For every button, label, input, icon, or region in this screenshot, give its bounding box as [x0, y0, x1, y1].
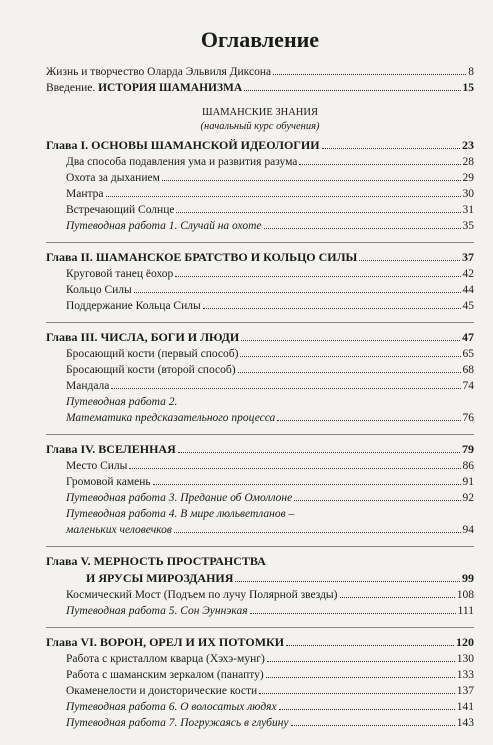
entry-page: 111	[457, 605, 474, 617]
dot-leader	[266, 667, 455, 678]
entry-page: 108	[456, 589, 474, 601]
entry-page: 92	[462, 492, 474, 504]
toc-entry[interactable]	[46, 410, 474, 426]
toc-entry[interactable]	[46, 474, 474, 490]
dot-leader	[176, 202, 460, 213]
toc-entry[interactable]	[46, 603, 474, 619]
entry-label: Громовой камень	[66, 476, 151, 488]
entry-label: Путеводная работа 7. Погружаясь в глубину	[66, 717, 289, 729]
dot-leader	[299, 154, 460, 165]
chapter-heading[interactable]	[46, 329, 474, 346]
toc-page	[46, 26, 474, 731]
entry-label: Встречающий Солнце	[66, 204, 175, 216]
entry-label: Место Силы	[66, 460, 128, 472]
dot-leader	[238, 362, 461, 373]
chapter-title: И ЯРУСЫ МИРОЗДАНИЯ	[86, 571, 234, 585]
dot-leader	[178, 442, 460, 453]
chapter-title: Глава III. ЧИСЛА, БОГИ И ЛЮДИ	[46, 330, 240, 344]
chapter-page: 79	[462, 442, 474, 456]
chapter-page: 23	[462, 138, 474, 152]
toc-entry[interactable]	[46, 298, 474, 314]
toc-entry[interactable]	[46, 667, 474, 683]
entry-label	[46, 80, 242, 96]
toc-entry[interactable]	[46, 64, 474, 80]
entry-label: Два способа подавления ума и развития разума	[66, 156, 298, 168]
entry-page: 76	[462, 412, 474, 424]
entry-label-prefix: Введение.	[46, 82, 99, 94]
entry-page: 44	[462, 284, 474, 296]
entry-page: 45	[462, 300, 474, 312]
entry-page: 15	[462, 82, 474, 94]
dot-leader	[340, 587, 455, 598]
dot-leader	[134, 282, 461, 293]
toc-entry[interactable]	[46, 282, 474, 298]
chapter-page: 47	[462, 330, 474, 344]
entry-page: 35	[462, 220, 474, 232]
dot-leader	[174, 522, 461, 533]
entry-label: Бросающий кости (первый способ)	[66, 348, 239, 360]
entry-label: Космический Мост (Подъем по лучу Полярной звезды)	[66, 589, 338, 601]
section-heading: ШАМАНСКИЕ ЗНАНИЯ	[202, 107, 318, 118]
divider	[46, 434, 474, 435]
dot-leader	[235, 571, 460, 582]
entry-page: 42	[462, 268, 474, 280]
dot-leader	[286, 635, 454, 646]
entry-label: Круговой танец ёохор	[66, 268, 174, 280]
dot-leader	[162, 170, 461, 181]
entry-page: 143	[456, 717, 474, 729]
entry-page: 29	[462, 172, 474, 184]
chapter-title: Глава I. ОСНОВЫ ШАМАНСКОЙ ИДЕОЛОГИИ	[46, 138, 320, 152]
chapter-heading[interactable]	[46, 634, 474, 651]
entry-page: 68	[462, 364, 474, 376]
entry-label: Жизнь и творчество Оларда Эльвиля Диксона	[46, 66, 272, 78]
toc-entry[interactable]	[46, 490, 474, 506]
entry-label-line1: Путеводная работа 4. В мире люльветланов –	[66, 508, 295, 520]
entry-label: Путеводная работа 3. Предание об Омоллоне	[66, 492, 293, 504]
chapter-page: 99	[462, 571, 474, 585]
entry-page: 74	[462, 380, 474, 392]
entry-label: Кольцо Силы	[66, 284, 132, 296]
dot-leader	[153, 474, 461, 485]
entry-page: 130	[456, 653, 474, 665]
divider	[46, 242, 474, 243]
toc-entry[interactable]	[46, 378, 474, 394]
dot-leader	[322, 138, 460, 149]
dot-leader	[259, 683, 455, 694]
toc-title: Оглавление	[200, 27, 320, 52]
entry-page: 65	[462, 348, 474, 360]
chapter-heading[interactable]	[46, 249, 474, 266]
dot-leader	[106, 186, 461, 197]
entry-label: Путеводная работа 5. Сон Эуннэкая	[66, 605, 248, 617]
dot-leader	[241, 330, 460, 341]
entry-page: 141	[456, 701, 474, 713]
entry-label-line1: Путеводная работа 2.	[66, 396, 178, 408]
toc-entry[interactable]	[46, 346, 474, 362]
toc-entry[interactable]	[46, 186, 474, 202]
entry-page: 31	[462, 204, 474, 216]
toc-entry[interactable]	[46, 683, 474, 699]
entry-page: 30	[462, 188, 474, 200]
dot-leader	[244, 80, 460, 91]
toc-entry[interactable]	[46, 266, 474, 282]
toc-entry[interactable]	[46, 651, 474, 667]
chapter-page: 37	[462, 250, 474, 264]
entry-label: Работа с шаманским зеркалом (панапту)	[66, 669, 264, 681]
toc-entry[interactable]	[46, 715, 474, 731]
chapter-title: Глава IV. ВСЕЛЕННАЯ	[46, 442, 176, 456]
entry-label: Путеводная работа 6. О волосатых людях	[66, 701, 277, 713]
entry-page: 94	[462, 524, 474, 536]
dot-leader	[129, 458, 460, 469]
entry-label: Мантра	[66, 188, 104, 200]
entry-label: маленьких человечков	[66, 524, 172, 536]
dot-leader	[111, 378, 460, 389]
section-note: (начальный курс обучения)	[200, 121, 320, 132]
entry-label: Путеводная работа 1. Случай на охоте	[66, 220, 262, 232]
chapter-heading[interactable]	[46, 441, 474, 458]
entry-page: 28	[462, 156, 474, 168]
chapter-title-line1: Глава V. МЕРНОСТЬ ПРОСТРАНСТВА	[46, 554, 266, 568]
entry-label: Бросающий кости (второй способ)	[66, 364, 236, 376]
entry-page: 86	[462, 460, 474, 472]
entry-page: 8	[468, 66, 474, 78]
dot-leader	[175, 266, 460, 277]
toc-entry[interactable]	[46, 587, 474, 603]
divider	[46, 627, 474, 628]
dot-leader	[273, 64, 466, 75]
entry-label: Окаменелости и доисторические кости	[66, 685, 258, 697]
toc-entry[interactable]	[46, 218, 474, 234]
entry-label: Охота за дыханием	[66, 172, 160, 184]
dot-leader	[203, 298, 461, 309]
entry-page: 133	[456, 669, 474, 681]
chapter-title: Глава VI. ВОРОН, ОРЕЛ И ИХ ПОТОМКИ	[46, 635, 285, 649]
dot-leader	[294, 490, 460, 501]
divider	[46, 546, 474, 547]
toc-entry[interactable]	[46, 170, 474, 186]
dot-leader	[267, 651, 455, 662]
toc-entry[interactable]	[46, 522, 474, 538]
toc-entry[interactable]	[46, 362, 474, 378]
toc-entry[interactable]	[46, 458, 474, 474]
toc-entry[interactable]	[46, 202, 474, 218]
dot-leader	[240, 346, 460, 357]
chapter-title: Глава II. ШАМАНСКОЕ БРАТСТВО И КОЛЬЦО СИЛЫ	[46, 250, 358, 264]
entry-label: Поддержание Кольца Силы	[66, 300, 201, 312]
dot-leader	[279, 699, 455, 710]
dot-leader	[250, 603, 456, 614]
toc-entry[interactable]	[46, 80, 474, 96]
entry-page: 91	[462, 476, 474, 488]
entry-label-caps: ИСТОРИЯ ШАМАНИЗМА	[98, 82, 243, 94]
divider	[46, 322, 474, 323]
chapter-heading[interactable]	[46, 570, 474, 587]
dot-leader	[264, 218, 461, 229]
entry-label: Математика предсказательного процесса	[66, 412, 276, 424]
toc-entry[interactable]	[46, 699, 474, 715]
dot-leader	[277, 410, 460, 421]
chapter-heading[interactable]	[46, 137, 474, 154]
entry-page: 137	[456, 685, 474, 697]
dot-leader	[291, 715, 455, 726]
chapter-page: 120	[456, 635, 474, 649]
dot-leader	[359, 250, 460, 261]
toc-entry[interactable]	[46, 154, 474, 170]
entry-label: Мандала	[66, 380, 110, 392]
entry-label: Работа с кристаллом кварца (Хэхэ-мунг)	[66, 653, 265, 665]
